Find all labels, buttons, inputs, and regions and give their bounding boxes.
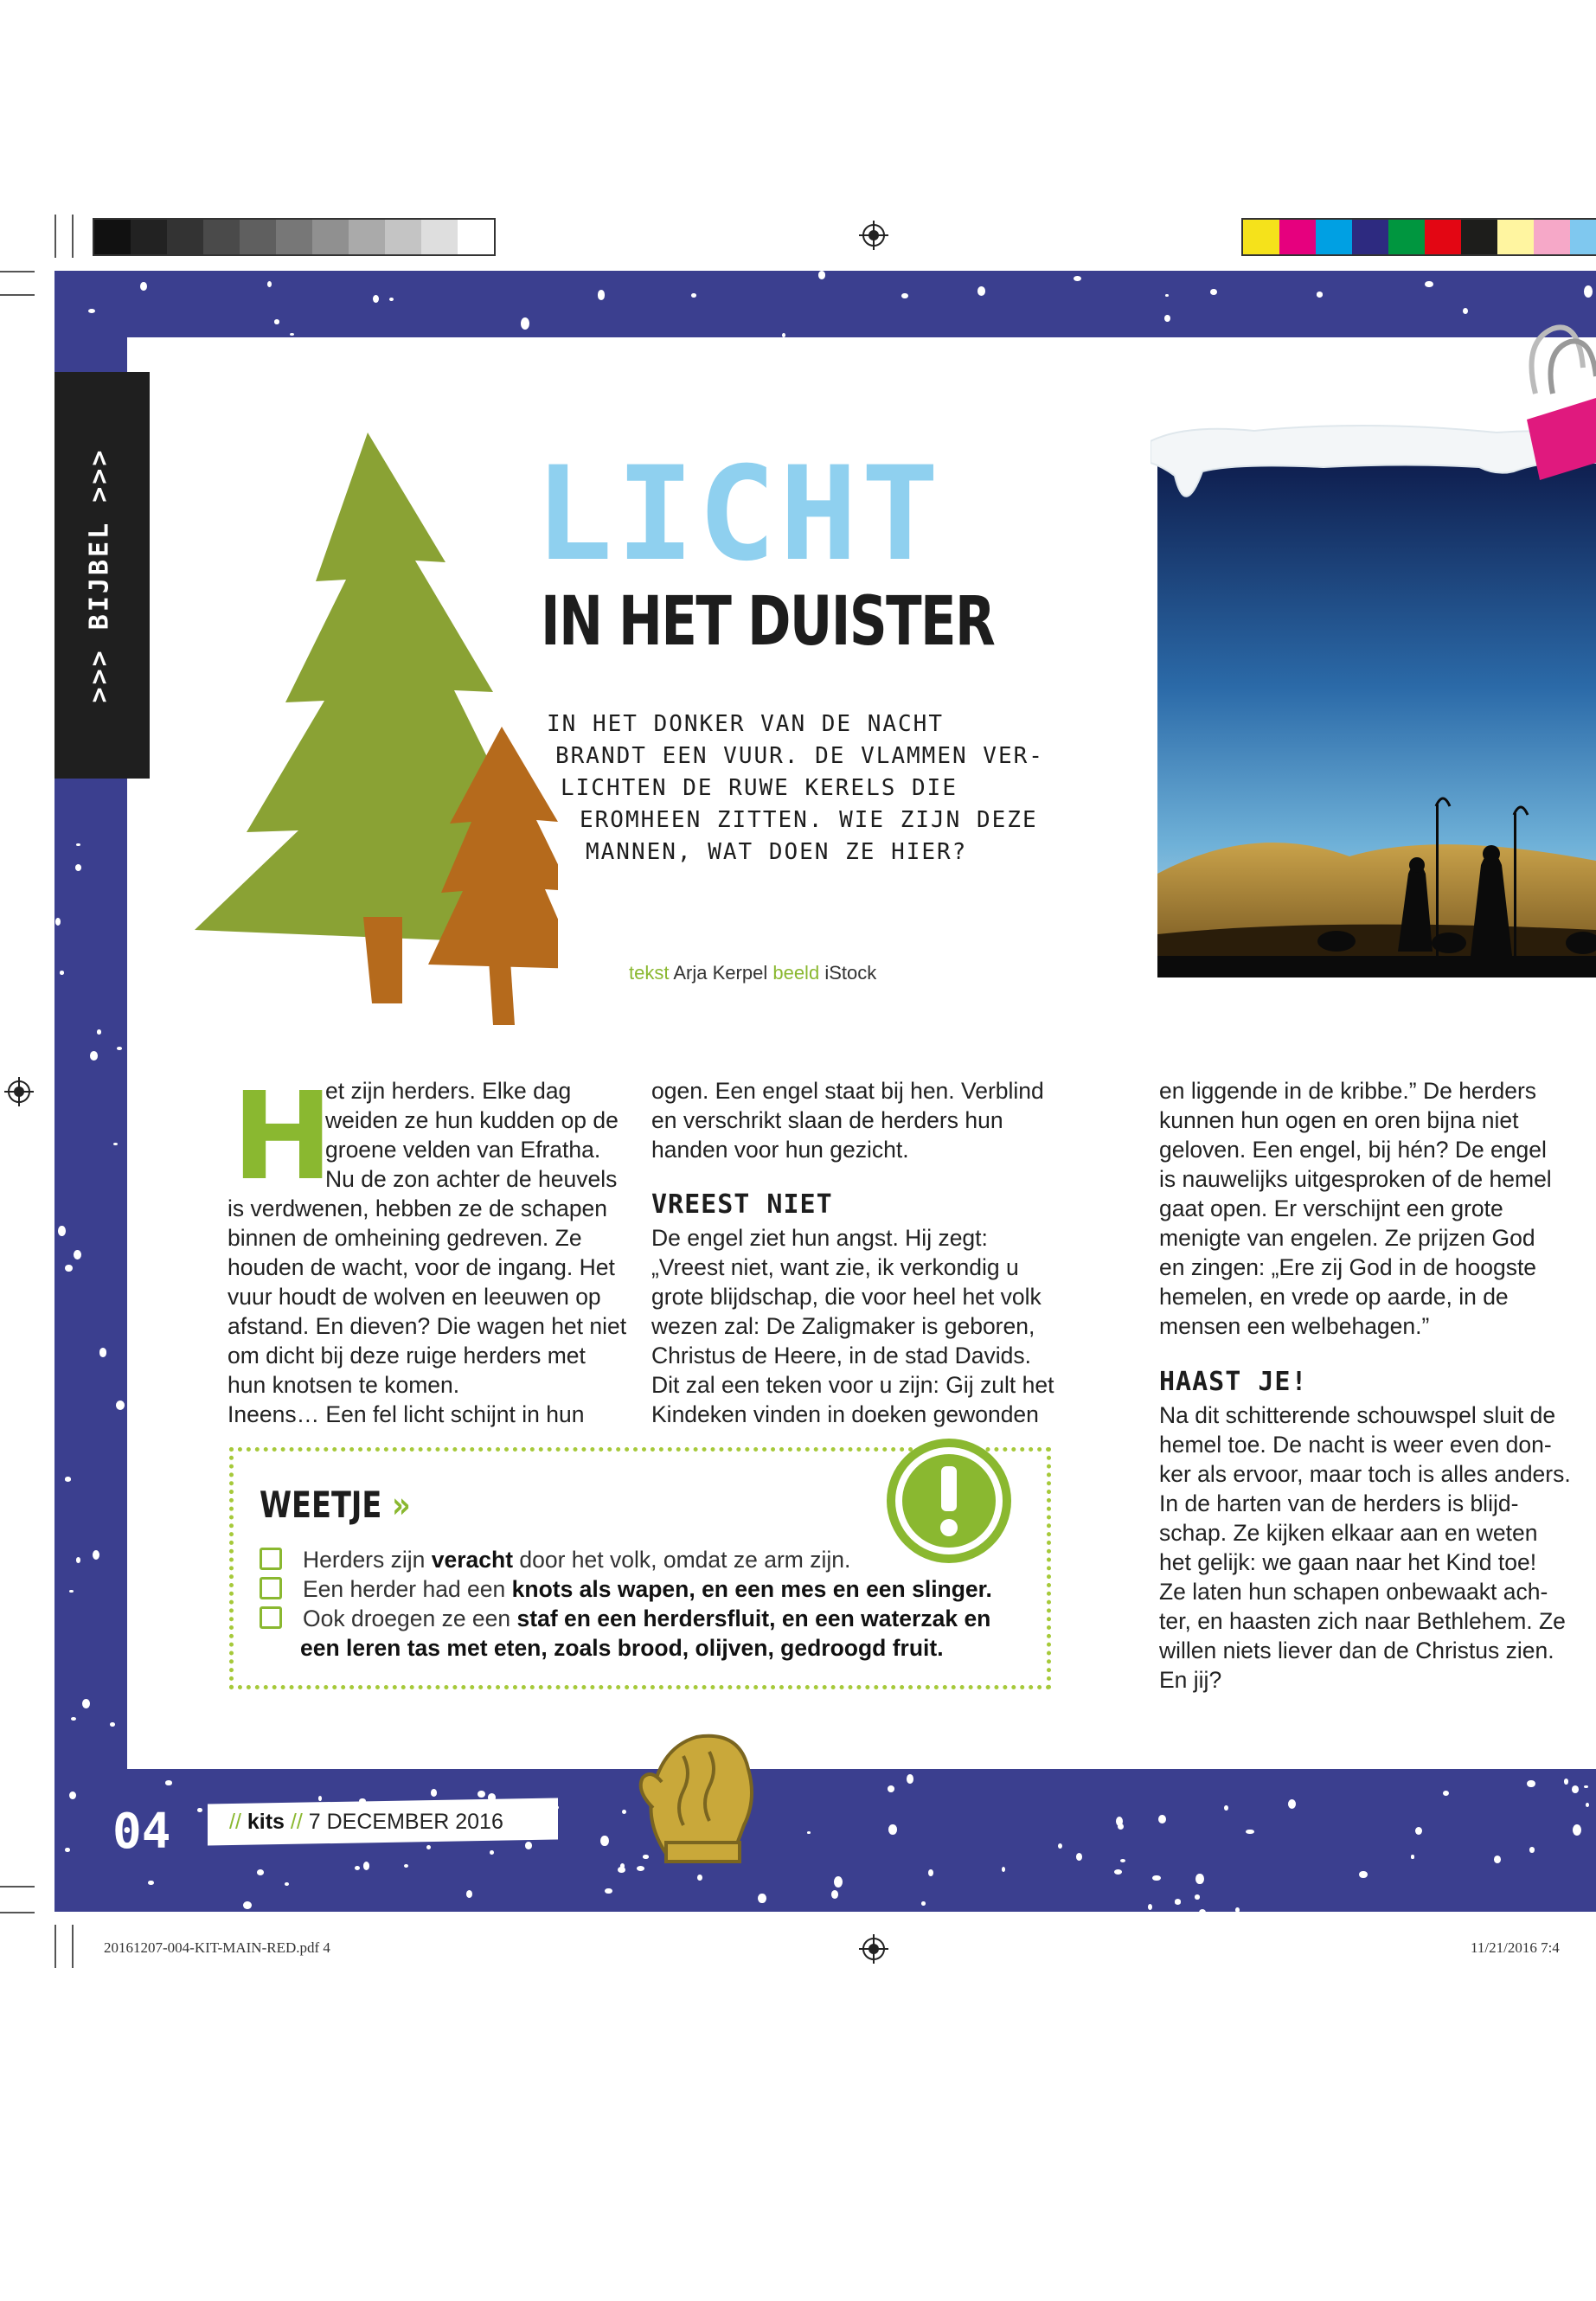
snowflake-dot [290,333,294,336]
article-line: hemel toe. De nacht is weer even don- [1159,1432,1552,1458]
color-swatch [1243,220,1279,254]
snowflake-dot [758,1894,766,1904]
snowflake-dot [90,1051,98,1061]
weetje-title-text: WEETJE [260,1484,382,1526]
snowflake-dot [373,295,379,303]
snowflake-dot [525,1842,532,1849]
article-line: hemelen, en vrede op aarde, in de [1159,1284,1509,1310]
headline-light: LICHT [535,439,943,590]
registration-mark-icon [4,1077,34,1106]
article-line: grote blijdschap, die voor heel het volk [651,1284,1042,1310]
snowflake-dot [148,1881,154,1886]
article-line: willen niets liever dan de Christus zien. [1159,1638,1554,1663]
snowflake-dot [65,1477,72,1482]
article-line: wezen zal: De Zaligmaker is geboren, [651,1313,1035,1339]
article-line: hun knotsen te komen. [228,1372,460,1398]
intro-line: BRANDT EEN VUUR. DE VLAMMEN VER- [555,743,1044,769]
crop-mark [0,271,35,272]
article-line: afstand. En dieven? Die wagen het niet [228,1313,627,1339]
snowflake-dot [1152,1875,1160,1881]
color-swatch [1316,220,1352,254]
article-line: en verschrikt slaan de herders hun [651,1107,1003,1133]
snowflake-dot [928,1869,933,1876]
snowflake-dot [1288,1799,1296,1809]
snowflake-dot [1573,1824,1581,1836]
footer-folio: // kits // 7 DECEMBER 2016 [229,1810,503,1834]
snowflake-dot [1158,1815,1166,1824]
snowflake-dot [1076,1853,1082,1861]
article-line: geloven. Een engel, bij hén? De engel [1159,1137,1547,1163]
weetje-item: Ook droegen ze een staf en een herdersfluit, en een waterzak en [260,1606,990,1632]
snowflake-dot [466,1890,472,1898]
snowflake-dot [977,286,985,296]
snowflake-dot [88,309,95,313]
snowflake-dot [113,1143,118,1145]
print-slug-timestamp: 11/21/2016 7:4 [1471,1939,1560,1956]
article-column-1-wrap [325,1076,637,1194]
snowflake-dot [257,1869,265,1875]
snowflake-dot [1359,1871,1368,1878]
snowflake-dot [1175,1899,1182,1904]
color-swatch [421,220,458,254]
snowflake-dot [69,1590,74,1593]
snowflake-dot [1165,294,1169,298]
snowflake-dot [75,864,81,871]
snowflake-dot [97,1029,101,1034]
article-column-2-bottom [651,1223,1067,1429]
snowflake-dot [1463,308,1468,315]
article-column-2-top [651,1076,1067,1164]
snowflake-dot [888,1824,897,1834]
crop-mark [0,1886,35,1888]
snowflake-dot [1494,1856,1501,1863]
snowflake-dot [1529,1847,1535,1852]
shepherds-night-photo [1151,424,1596,995]
article-line: „Vreest niet, want zie, ik verkondig u [651,1254,1019,1280]
snowflake-dot [521,317,529,330]
color-swatch [240,220,276,254]
article-line: gaat open. Er verschijnt een grote [1159,1195,1503,1221]
snowflake-dot [267,281,272,287]
article-line: Nu de zon achter de heuvels [325,1166,618,1192]
article-line: en zingen: „Ere zij God in de hoogste [1159,1254,1537,1280]
snowflake-dot [834,1876,843,1888]
color-swatch [1352,220,1388,254]
crop-mark [72,215,74,258]
print-slug-filename: 20161207-004-KIT-MAIN-RED.pdf 4 [104,1939,330,1956]
weetje-item: Herders zijn veracht door het volk, omdat ze arm zijn. [260,1547,850,1574]
snowflake-dot [1584,285,1593,297]
color-swatch [1388,220,1425,254]
snowflake-dot [197,1808,202,1813]
process-color-bar [1241,218,1596,256]
exclamation-icon [884,1436,1014,1566]
snowflake-dot [600,1836,609,1847]
snowflake-dot [1058,1843,1062,1849]
weetje-item: Een herder had een knots als wapen, en een mes en een slinger. [260,1576,992,1603]
snowflake-dot [55,918,61,926]
article-line: De engel ziet hun angst. Hij zegt: [651,1225,988,1251]
snowflake-dot [285,1882,289,1886]
credit-label-beeld: beeld [772,962,820,984]
article-line: ter, en haasten zich naar Bethlehem. Ze [1159,1608,1566,1634]
subhead-haast-je: HAAST JE! [1159,1367,1308,1397]
intro-line: EROMHEEN ZITTEN. WIE ZIJN DEZE [580,807,1038,833]
issue-date: 7 DECEMBER 2016 [308,1810,503,1834]
article-column-3-bottom [1159,1400,1592,1695]
article-line: Na dit schitterende schouwspel sluit de [1159,1402,1556,1428]
subhead-vreest-niet: VREEST NIET [651,1189,833,1220]
color-swatch [1425,220,1461,254]
drop-cap: H [232,1067,334,1208]
snowflake-dot [1210,289,1217,295]
color-swatch [1570,220,1596,254]
weetje-item-continuation: een leren tas met eten, zoals brood, olijven, gedroogd fruit. [300,1635,944,1661]
page-number: 04 [112,1804,171,1860]
snowflake-dot [110,1722,115,1727]
snowflake-dot [888,1785,894,1791]
color-swatch [131,220,167,254]
article-line: is verdwenen, hebben ze de schapen [228,1195,608,1221]
snowflake-dot [1246,1830,1253,1835]
snowflake-dot [140,282,146,291]
crop-mark [0,294,35,296]
article-line: Christus de Heere, in de stad Davids. [651,1343,1031,1368]
article-column-1 [228,1194,643,1429]
snowflake-dot [1425,281,1433,287]
snowflake-dot [1527,1780,1535,1787]
credit-author: Arja Kerpel [673,962,768,984]
snowflake-dot [389,298,394,301]
snowflake-dot [431,1789,438,1797]
intro-line: MANNEN, WAT DOEN ZE HIER? [586,839,968,865]
snowflake-dot [1164,315,1170,322]
article-line: In de harten van de herders is blijd- [1159,1490,1519,1516]
color-swatch [94,220,131,254]
color-swatch [312,220,349,254]
snowflake-dot [1317,292,1324,297]
article-line: kunnen hun ogen en oren bijna niet [1159,1107,1519,1133]
snowflake-dot [598,290,606,299]
snowflake-dot [69,1791,76,1800]
snowflake-dot [907,1774,913,1784]
registration-mark-icon [859,221,888,250]
weetje-title-arrows: » [392,1484,411,1526]
article-line: et zijn herders. Elke dag [325,1078,572,1104]
color-swatch [1279,220,1316,254]
snowflake-dot [1443,1791,1449,1796]
snowflake-dot [1235,1907,1240,1912]
color-swatch [349,220,385,254]
snowflake-dot [274,319,279,324]
snowflake-dot [622,1810,626,1814]
snowflake-dot [355,1866,360,1870]
article-line: Dit zal een teken voor u zijn: Gij zult het [651,1372,1054,1398]
article-line: binnen de omheining gedreven. Ze [228,1225,582,1251]
article-line: menigte van engelen. Ze prijzen God [1159,1225,1535,1251]
snowflake-dot [605,1888,612,1894]
snowflake-dot [1411,1855,1414,1858]
snowflake-dot [818,271,825,279]
crop-mark [54,215,56,258]
color-swatch [1461,220,1497,254]
color-swatch [385,220,421,254]
article-line: Ineens… Een fel licht schijnt in hun [228,1401,585,1427]
snowflake-dot [1118,1823,1124,1830]
binder-clip-icon [1518,316,1596,506]
snowflake-dot [901,293,908,299]
snowflake-dot [82,1699,90,1708]
article-line: houden de wacht, voor de ingang. Het [228,1254,615,1280]
snowflake-dot [116,1400,125,1410]
snowflake-dot [1415,1827,1422,1835]
snowflake-dot [478,1791,486,1798]
snowflake-dot [1002,1867,1005,1872]
snowflake-dot [93,1550,99,1560]
crop-mark [0,1912,35,1913]
article-line: om dicht bij deze ruige herders met [228,1343,586,1368]
snowflake-dot [1584,1785,1588,1788]
intro-line: IN HET DONKER VAN DE NACHT [547,711,944,737]
snowflake-dot [1114,1869,1122,1875]
snowflake-dot [117,1047,122,1050]
article-line: vuur houdt de wolven en leeuwen op [228,1284,601,1310]
snowflake-dot [831,1890,838,1899]
article-line: handen voor hun gezicht. [651,1137,909,1163]
registration-mark-icon [859,1934,888,1964]
snowflake-dot [71,1717,76,1721]
snowflake-dot [426,1845,431,1849]
article-line: schap. Ze kijken elkaar aan en weten [1159,1520,1538,1546]
headline-dark: IN HET DUISTER [541,583,995,661]
color-swatch [203,220,240,254]
snowflake-dot [691,293,696,298]
snowflake-dot [807,1831,811,1834]
section-tab [54,372,150,779]
weetje-title [260,1484,411,1526]
grayscale-color-bar [93,218,496,256]
snowflake-dot [1195,1894,1200,1899]
snowflake-dot [1120,1859,1125,1862]
intro-line: LICHTEN DE RUWE KERELS DIE [561,775,958,801]
snowflake-dot [1199,1909,1206,1912]
snowflake-dot [65,1265,73,1272]
section-tab-label: >>> BIJBEL >>> [84,447,115,703]
crop-mark [54,1925,56,1968]
snowflake-dot [1195,1874,1203,1885]
snowflake-dot [58,1226,66,1236]
mitten-icon [636,1730,766,1868]
snowflake-dot [1572,1785,1579,1793]
snowflake-dot [60,971,64,974]
magazine-name: kits [247,1810,285,1834]
snowflake-dot [1564,1779,1568,1785]
article-line: is nauwelijks uitgesproken of de hemel [1159,1166,1552,1192]
article-line: En jij? [1159,1667,1222,1693]
article-line: ogen. Een engel staat bij hen. Verblind [651,1078,1044,1104]
crop-mark [72,1925,74,1968]
color-swatch [167,220,203,254]
checkbox-icon [260,1577,282,1599]
credits [629,962,876,984]
snowflake-dot [318,1796,323,1801]
article-line: Kindeken vinden in doeken gewonden [651,1401,1039,1427]
article-line: mensen een welbehagen.” [1159,1313,1430,1339]
article-line: weiden ze hun kudden op de [325,1107,619,1133]
color-swatch [276,220,312,254]
color-swatch [458,220,494,254]
snowflake-dot [1586,1803,1589,1808]
credit-source: iStock [824,962,877,984]
snowflake-dot [1224,1805,1228,1811]
snowflake-dot [99,1348,107,1356]
credit-label-tekst: tekst [629,962,670,984]
snowflake-dot [74,1250,81,1259]
color-swatch [1534,220,1570,254]
article-line: groene velden van Efratha. [325,1137,601,1163]
snowflake-dot [165,1780,172,1785]
checkbox-icon [260,1606,282,1629]
article-line: Ze laten hun schapen onbewaakt ach- [1159,1579,1548,1605]
snowflake-dot [76,843,80,846]
snowflake-dot [243,1901,252,1909]
article-column-3-top [1159,1076,1592,1341]
snowflake-dot [490,1850,494,1855]
color-swatch [1497,220,1534,254]
snowflake-dot [1148,1904,1152,1910]
christmas-trees-illustration [195,433,558,1038]
snowflake-dot [76,1557,80,1562]
snowflake-dot [1074,276,1081,281]
snowflake-dot [65,1848,69,1852]
snowflake-dot [618,1867,625,1873]
snowflake-dot [697,1875,702,1881]
article-line: ker als ervoor, maar toch is alles anders. [1159,1461,1571,1487]
snowflake-dot [363,1862,370,1870]
article-line: het gelijk: we gaan naar het Kind toe! [1159,1549,1537,1575]
snowflake-dot [921,1901,926,1906]
article-line: en liggende in de kribbe.” De herders [1159,1078,1537,1104]
checkbox-icon [260,1548,282,1570]
snowflake-dot [404,1864,408,1868]
